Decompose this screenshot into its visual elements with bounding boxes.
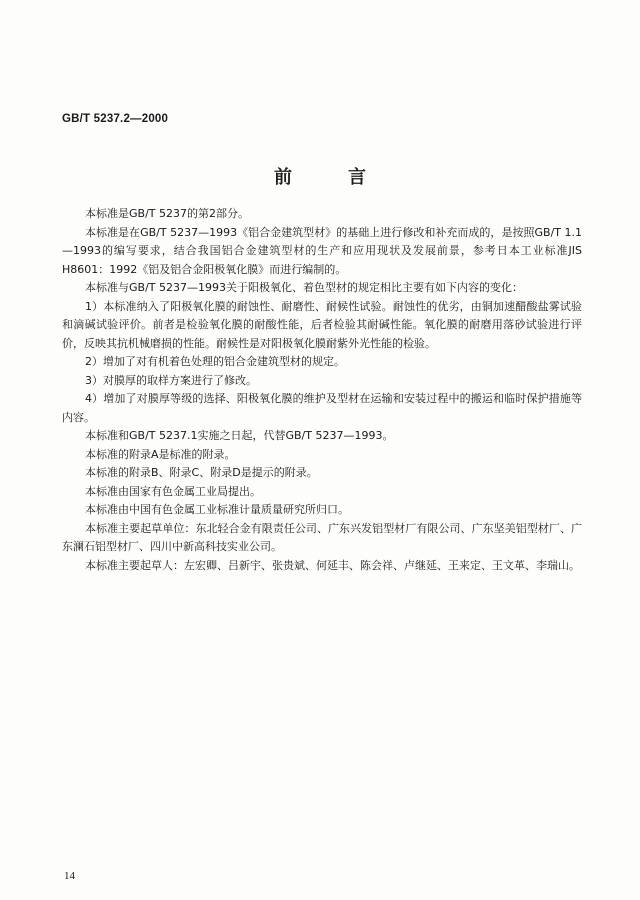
paragraph: 3）对膜厚的取样方案进行了修改。 xyxy=(85,373,257,387)
standard-number: GB/T 5237.2—2000 xyxy=(62,113,169,125)
paragraph: 本标准主要起草单位：东北轻合金有限责任公司、广东兴发铝型材厂有限公司、广东坚美铝型材厂、广东澜石铝型材厂、四川中新高科技实业公司。 xyxy=(62,521,582,553)
paragraph: 本标准和GB/T 5237.1实施之日起，代替GB/T 5237—1993。 xyxy=(85,429,394,442)
page-number: 14 xyxy=(64,870,75,882)
paragraph: 本标准由国家有色金属工业局提出。 xyxy=(85,484,261,498)
section-title: 前言 xyxy=(274,167,422,188)
paragraph: 1）本标准纳入了阳极氧化膜的耐蚀性、耐磨性、耐候性试验。耐蚀性的优劣，由铜加速醋酸盐雾试验和滴碱试验评价。前者是检验氧化膜的耐酸性能，后者检验其耐碱性能。氧化膜的耐磨用落砂试验进行评价，反映其抗机械磨损的性能。耐候性是对阳极氧化膜耐紫外光性能的检验。 xyxy=(62,299,582,350)
paragraph: 2）增加了对有机着色处理的铝合金建筑型材的规定。 xyxy=(85,355,345,368)
paragraph: 本标准是GB/T 5237的第2部分。 xyxy=(85,207,249,220)
paragraph: 本标准由中国有色金属工业标准计量质量研究所归口。 xyxy=(85,503,349,516)
paragraph: 本标准是在GB/T 5237—1993《铝合金建筑型材》的基础上进行修改和补充而成的，是按照GB/T 1.1—1993的编写要求，结合我国铝合金建筑型材的生产和应用现状及发展前景，参考日本工业标准JIS H8601：1992《铝及铝合金阳极氧化膜》而进行编制的。 xyxy=(62,225,582,276)
paragraph: 本标准主要起草人：左宏卿、吕新宇、张贵斌、何延丰、陈会祥、卢继延、王来定、王文革、李瑞山。 xyxy=(85,558,580,572)
paragraph: 本标准与GB/T 5237—1993关于阳极氧化、着色型材的规定相比主要有如下内容的变化： xyxy=(85,281,523,294)
foreword-body xyxy=(62,205,582,575)
paragraph: 4）增加了对膜厚等级的选择、阳极氧化膜的维护及型材在运输和安装过程中的搬运和临时保护措施等内容。 xyxy=(62,392,582,424)
paragraph: 本标准的附录A是标准的附录。 xyxy=(85,447,236,461)
paragraph: 本标准的附录B、附录C、附录D是提示的附录。 xyxy=(85,466,318,479)
